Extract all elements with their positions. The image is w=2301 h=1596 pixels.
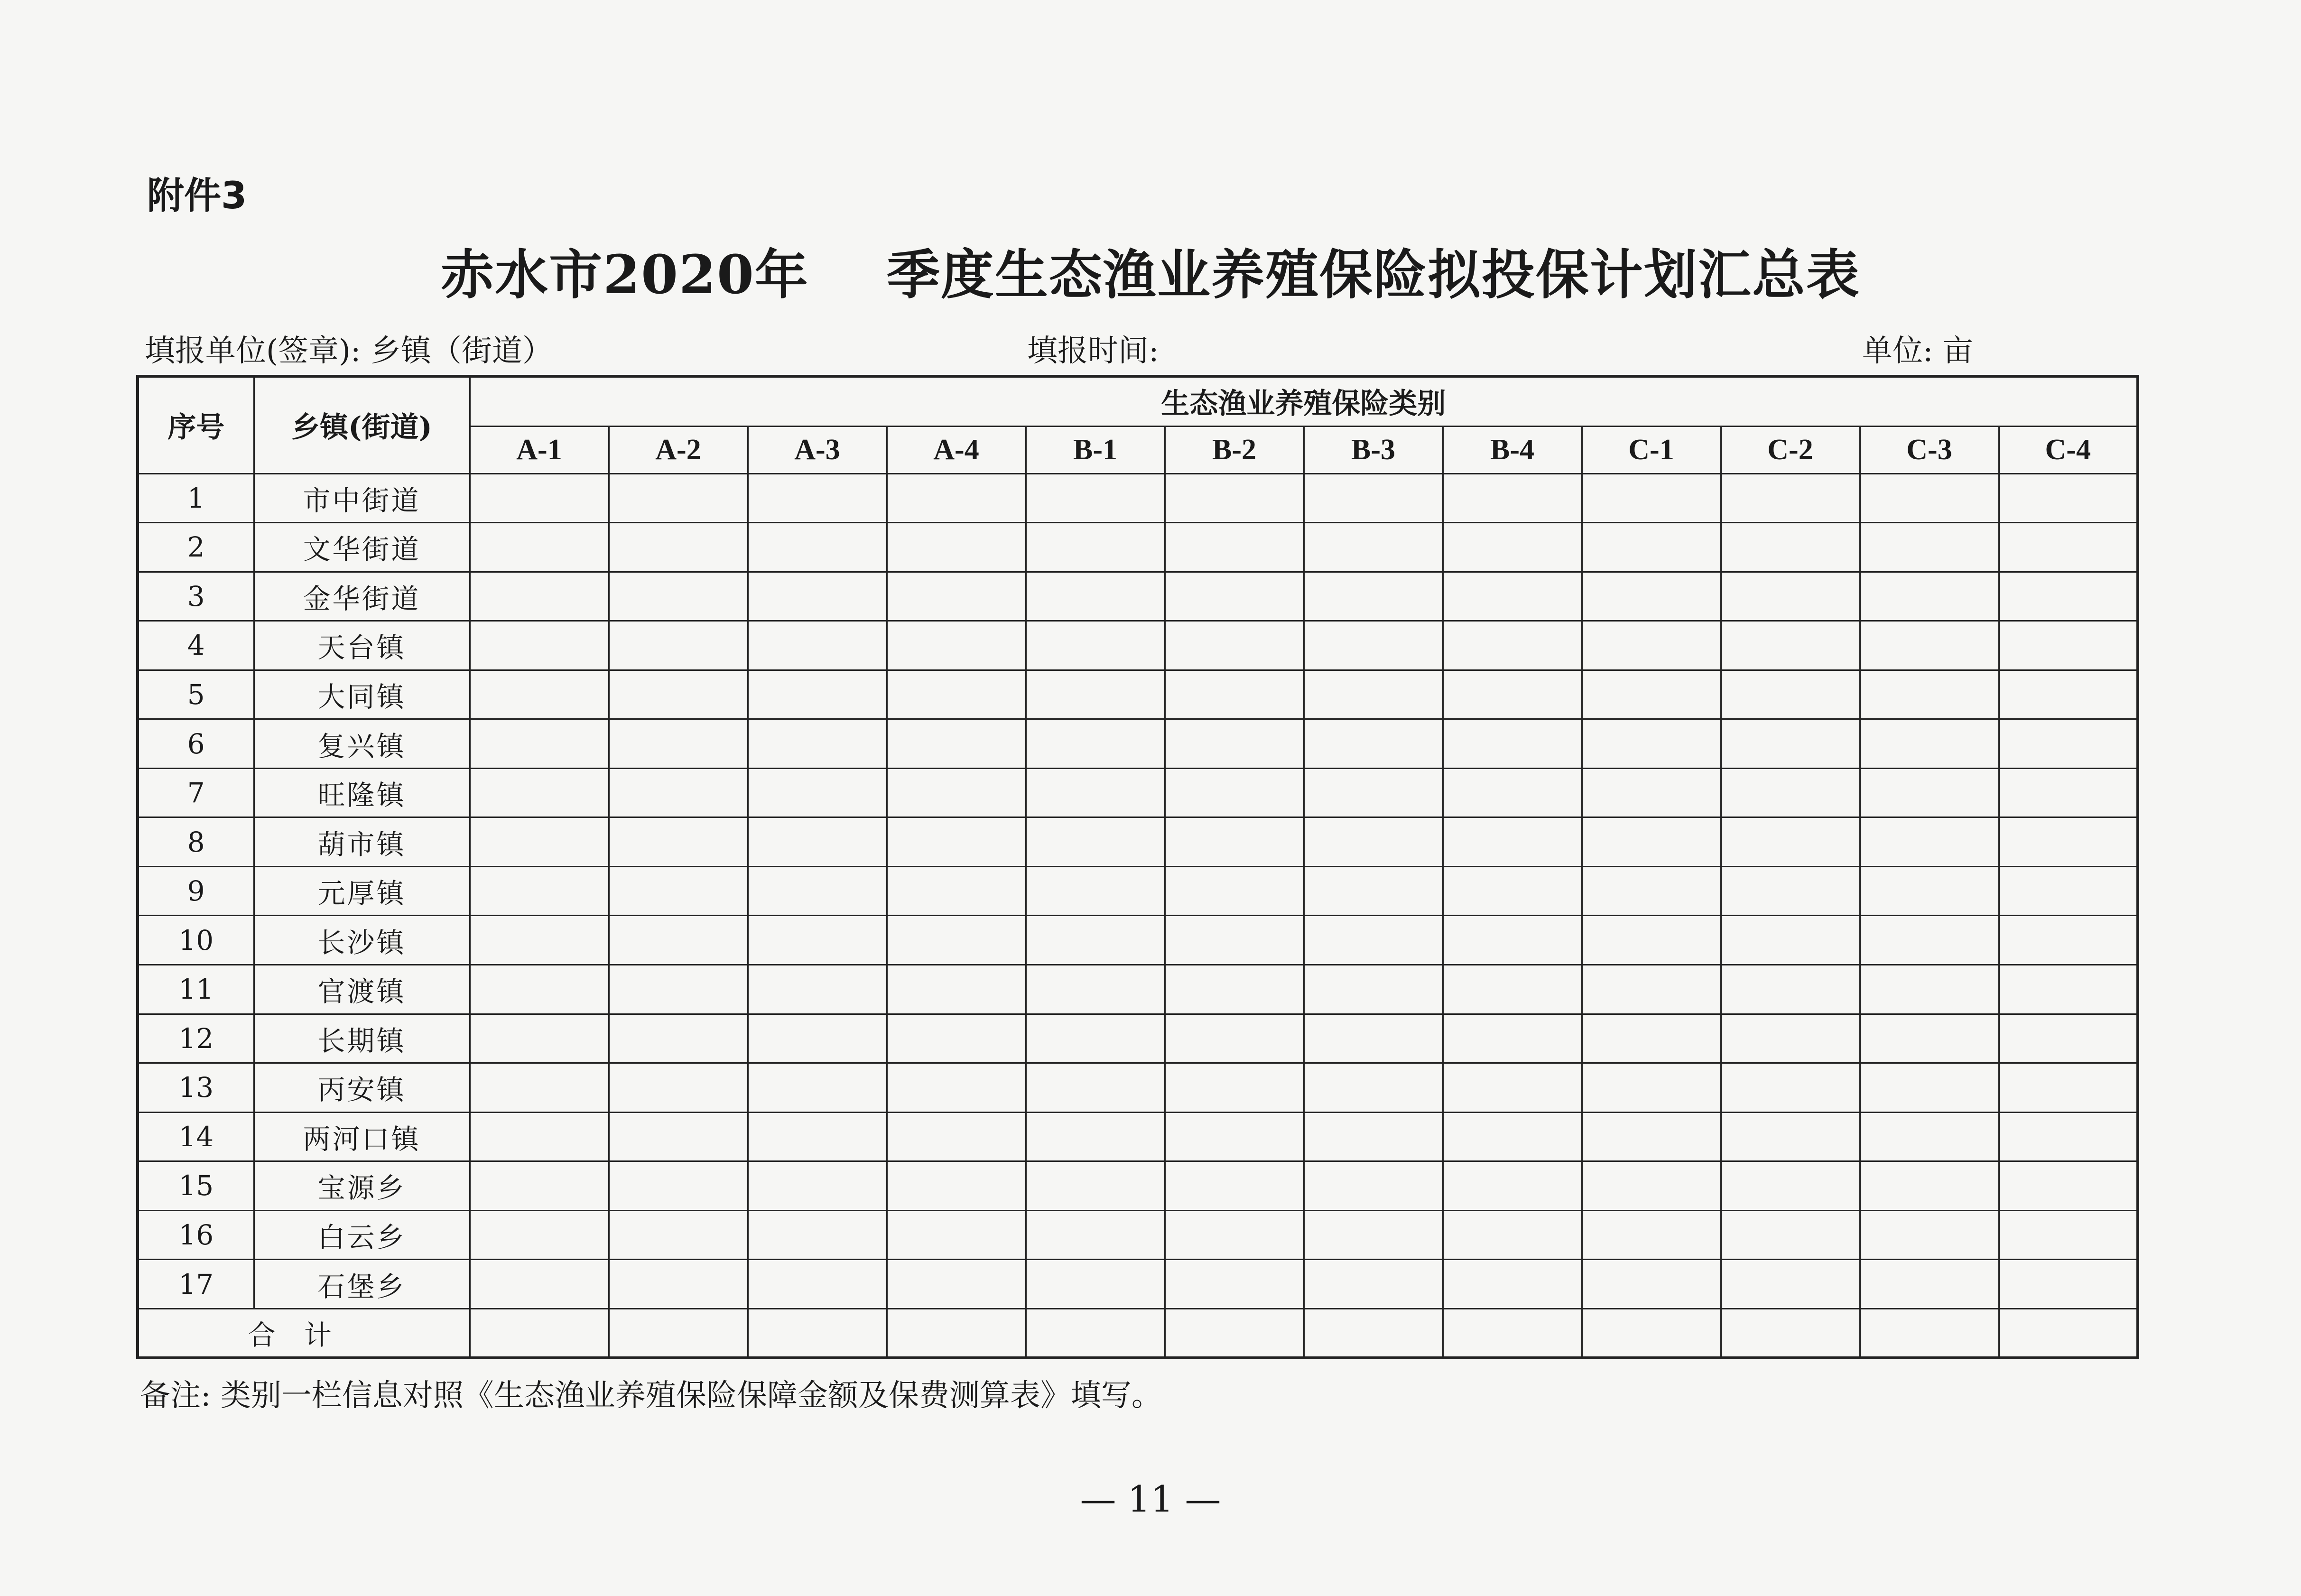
- entry-cell[interactable]: [1860, 473, 1999, 523]
- entry-cell[interactable]: [1999, 621, 2138, 670]
- row-seq: 9: [138, 866, 254, 916]
- entry-cell[interactable]: [609, 1063, 748, 1113]
- total-cell[interactable]: [748, 1308, 887, 1358]
- entry-cell[interactable]: [748, 916, 887, 965]
- entry-cell[interactable]: [1860, 866, 1999, 916]
- entry-cell[interactable]: [470, 1210, 609, 1260]
- entry-cell[interactable]: [748, 1210, 887, 1260]
- row-town: 两河口镇: [254, 1112, 470, 1161]
- table-row: [138, 719, 2138, 769]
- entry-cell[interactable]: [1304, 621, 1443, 670]
- entry-cell[interactable]: [1582, 916, 1721, 965]
- table-row: [138, 1112, 2138, 1161]
- entry-cell[interactable]: [1304, 866, 1443, 916]
- entry-cell[interactable]: [748, 768, 887, 817]
- row-town: 文华街道: [254, 523, 470, 572]
- entry-cell[interactable]: [1999, 1014, 2138, 1063]
- entry-cell[interactable]: [1443, 916, 1582, 965]
- row-seq: 4: [138, 621, 254, 670]
- entry-cell[interactable]: [470, 1260, 609, 1309]
- row-town: 葫市镇: [254, 817, 470, 867]
- entry-cell[interactable]: [1304, 1161, 1443, 1211]
- entry-cell[interactable]: [1582, 523, 1721, 572]
- total-cell[interactable]: [1721, 1308, 1860, 1358]
- entry-cell[interactable]: [1165, 916, 1304, 965]
- row-seq: 16: [138, 1210, 254, 1260]
- entry-cell[interactable]: [1026, 473, 1165, 523]
- entry-cell[interactable]: [748, 1112, 887, 1161]
- table-row: [138, 1161, 2138, 1211]
- entry-cell[interactable]: [1582, 1210, 1721, 1260]
- entry-cell[interactable]: [1026, 1063, 1165, 1113]
- entry-cell[interactable]: [1860, 1210, 1999, 1260]
- entry-cell[interactable]: [1999, 1260, 2138, 1309]
- row-seq: 11: [138, 965, 254, 1014]
- entry-cell[interactable]: [1165, 473, 1304, 523]
- entry-cell[interactable]: [470, 572, 609, 621]
- entry-cell[interactable]: [609, 916, 748, 965]
- entry-cell[interactable]: [1304, 1014, 1443, 1063]
- row-seq: 3: [138, 572, 254, 621]
- entry-cell[interactable]: [609, 768, 748, 817]
- entry-cell[interactable]: [1860, 916, 1999, 965]
- category-header: A-2: [609, 426, 748, 473]
- entry-cell[interactable]: [1999, 1210, 2138, 1260]
- entry-cell[interactable]: [470, 719, 609, 769]
- entry-cell[interactable]: [1860, 670, 1999, 719]
- entry-cell[interactable]: [470, 670, 609, 719]
- entry-cell[interactable]: [1721, 719, 1860, 769]
- entry-cell[interactable]: [1999, 670, 2138, 719]
- category-header: C-2: [1721, 426, 1860, 473]
- entry-cell[interactable]: [1582, 1063, 1721, 1113]
- entry-cell[interactable]: [1721, 621, 1860, 670]
- entry-cell[interactable]: [470, 621, 609, 670]
- total-cell[interactable]: [887, 1308, 1026, 1358]
- entry-cell[interactable]: [1026, 621, 1165, 670]
- entry-cell[interactable]: [1304, 719, 1443, 769]
- footnote: 备注: 类别一栏信息对照《生态渔业养殖保险保障金额及保费测算表》填写。: [140, 1378, 1162, 1413]
- entry-cell[interactable]: [1165, 866, 1304, 916]
- entry-cell[interactable]: [748, 1063, 887, 1113]
- document-title: 赤水市2020年 季度生态渔业养殖保险拟投保计划汇总表: [441, 244, 1860, 306]
- entry-cell[interactable]: [1860, 817, 1999, 867]
- entry-cell[interactable]: [887, 719, 1026, 769]
- entry-cell[interactable]: [1860, 1112, 1999, 1161]
- entry-cell[interactable]: [887, 916, 1026, 965]
- entry-cell[interactable]: [609, 1112, 748, 1161]
- row-town: 长期镇: [254, 1014, 470, 1063]
- entry-cell[interactable]: [470, 965, 609, 1014]
- entry-cell[interactable]: [1443, 1014, 1582, 1063]
- row-seq: 17: [138, 1260, 254, 1309]
- entry-cell[interactable]: [1165, 1014, 1304, 1063]
- entry-cell[interactable]: [609, 670, 748, 719]
- entry-cell[interactable]: [1582, 621, 1721, 670]
- entry-cell[interactable]: [1721, 670, 1860, 719]
- entry-cell[interactable]: [1026, 916, 1165, 965]
- entry-cell[interactable]: [1304, 1112, 1443, 1161]
- entry-cell[interactable]: [470, 1014, 609, 1063]
- entry-cell[interactable]: [1026, 1260, 1165, 1309]
- insurance-plan-summary-table: [136, 375, 2139, 1359]
- row-town: 官渡镇: [254, 965, 470, 1014]
- entry-cell[interactable]: [1443, 621, 1582, 670]
- entry-cell[interactable]: [1860, 523, 1999, 572]
- entry-cell[interactable]: [1721, 473, 1860, 523]
- entry-cell[interactable]: [1026, 670, 1165, 719]
- table-row: [138, 670, 2138, 719]
- entry-cell[interactable]: [1999, 866, 2138, 916]
- entry-cell[interactable]: [1582, 572, 1721, 621]
- entry-cell[interactable]: [1443, 866, 1582, 916]
- entry-cell[interactable]: [470, 1112, 609, 1161]
- entry-cell[interactable]: [1443, 523, 1582, 572]
- entry-cell[interactable]: [1165, 719, 1304, 769]
- entry-cell[interactable]: [748, 817, 887, 867]
- entry-cell[interactable]: [1582, 768, 1721, 817]
- table-row: [138, 1014, 2138, 1063]
- row-town: 天台镇: [254, 621, 470, 670]
- table-row: [138, 473, 2138, 523]
- entry-cell[interactable]: [1860, 719, 1999, 769]
- entry-cell[interactable]: [1026, 866, 1165, 916]
- entry-cell[interactable]: [470, 916, 609, 965]
- entry-cell[interactable]: [887, 965, 1026, 1014]
- entry-cell[interactable]: [887, 1014, 1026, 1063]
- entry-cell[interactable]: [748, 866, 887, 916]
- entry-cell[interactable]: [887, 523, 1026, 572]
- entry-cell[interactable]: [470, 866, 609, 916]
- table-row: [138, 1210, 2138, 1260]
- table-row: [138, 817, 2138, 867]
- entry-cell[interactable]: [1165, 1260, 1304, 1309]
- entry-cell[interactable]: [1304, 768, 1443, 817]
- category-header: C-1: [1582, 426, 1721, 473]
- entry-cell[interactable]: [887, 1260, 1026, 1309]
- entry-cell[interactable]: [1999, 1112, 2138, 1161]
- entry-cell[interactable]: [609, 719, 748, 769]
- entry-cell[interactable]: [748, 473, 887, 523]
- row-town: 旺隆镇: [254, 768, 470, 817]
- entry-cell[interactable]: [609, 965, 748, 1014]
- table-row: [138, 1063, 2138, 1113]
- category-header: C-4: [1999, 426, 2138, 473]
- entry-cell[interactable]: [1582, 473, 1721, 523]
- total-label: 合计: [138, 1308, 470, 1358]
- entry-cell[interactable]: [1304, 473, 1443, 523]
- row-town: 复兴镇: [254, 719, 470, 769]
- total-cell[interactable]: [1304, 1308, 1443, 1358]
- entry-cell[interactable]: [1443, 1260, 1582, 1309]
- entry-cell[interactable]: [1999, 1161, 2138, 1211]
- entry-cell[interactable]: [748, 523, 887, 572]
- row-seq: 5: [138, 670, 254, 719]
- entry-cell[interactable]: [1443, 572, 1582, 621]
- entry-cell[interactable]: [1165, 965, 1304, 1014]
- row-seq: 1: [138, 473, 254, 523]
- header-category-group: 生态渔业养殖保险类别: [470, 376, 2138, 426]
- table-row: [138, 916, 2138, 965]
- measurement-unit-label: 单位: 亩: [1862, 334, 1973, 369]
- header-town: 乡镇(街道): [254, 376, 470, 473]
- row-town: 宝源乡: [254, 1161, 470, 1211]
- entry-cell[interactable]: [1165, 1112, 1304, 1161]
- entry-cell[interactable]: [1165, 768, 1304, 817]
- entry-cell[interactable]: [1721, 1161, 1860, 1211]
- entry-cell[interactable]: [887, 621, 1026, 670]
- entry-cell[interactable]: [887, 817, 1026, 867]
- entry-cell[interactable]: [748, 965, 887, 1014]
- entry-cell[interactable]: [1860, 1260, 1999, 1309]
- entry-cell[interactable]: [1443, 719, 1582, 769]
- entry-cell[interactable]: [1443, 473, 1582, 523]
- entry-cell[interactable]: [1999, 1063, 2138, 1113]
- entry-cell[interactable]: [887, 1210, 1026, 1260]
- entry-cell[interactable]: [748, 670, 887, 719]
- category-header: B-4: [1443, 426, 1582, 473]
- entry-cell[interactable]: [1165, 1063, 1304, 1113]
- entry-cell[interactable]: [1582, 719, 1721, 769]
- total-cell[interactable]: [1582, 1308, 1721, 1358]
- entry-cell[interactable]: [1721, 866, 1860, 916]
- entry-cell[interactable]: [1443, 1210, 1582, 1260]
- entry-cell[interactable]: [1999, 916, 2138, 965]
- category-header: C-3: [1860, 426, 1999, 473]
- row-town: 石堡乡: [254, 1260, 470, 1309]
- row-town: 元厚镇: [254, 866, 470, 916]
- entry-cell[interactable]: [609, 572, 748, 621]
- entry-cell[interactable]: [1165, 670, 1304, 719]
- entry-cell[interactable]: [609, 1161, 748, 1211]
- entry-cell[interactable]: [609, 1014, 748, 1063]
- row-seq: 2: [138, 523, 254, 572]
- row-seq: 7: [138, 768, 254, 817]
- entry-cell[interactable]: [1304, 965, 1443, 1014]
- entry-cell[interactable]: [1026, 768, 1165, 817]
- row-seq: 10: [138, 916, 254, 965]
- attachment-label: 附件3: [147, 175, 247, 217]
- entry-cell[interactable]: [887, 473, 1026, 523]
- entry-cell[interactable]: [1582, 1260, 1721, 1309]
- entry-cell[interactable]: [1165, 1161, 1304, 1211]
- total-cell[interactable]: [609, 1308, 748, 1358]
- entry-cell[interactable]: [1165, 621, 1304, 670]
- entry-cell[interactable]: [470, 768, 609, 817]
- total-cell[interactable]: [1860, 1308, 1999, 1358]
- entry-cell[interactable]: [1443, 1063, 1582, 1113]
- table-row: [138, 965, 2138, 1014]
- row-town: 白云乡: [254, 1210, 470, 1260]
- entry-cell[interactable]: [1999, 965, 2138, 1014]
- total-cell[interactable]: [1026, 1308, 1165, 1358]
- filing-unit-label: 填报单位(签章): 乡镇（街道）: [145, 334, 553, 369]
- entry-cell[interactable]: [1721, 1210, 1860, 1260]
- table-row: [138, 523, 2138, 572]
- entry-cell[interactable]: [1582, 1014, 1721, 1063]
- entry-cell[interactable]: [1026, 572, 1165, 621]
- entry-cell[interactable]: [1721, 1112, 1860, 1161]
- entry-cell[interactable]: [1026, 1014, 1165, 1063]
- entry-cell[interactable]: [609, 866, 748, 916]
- entry-cell[interactable]: [1165, 572, 1304, 621]
- page-number: — 11 —: [1080, 1478, 1221, 1520]
- entry-cell[interactable]: [609, 523, 748, 572]
- table-body: [138, 473, 2138, 1358]
- row-town: 金华街道: [254, 572, 470, 621]
- entry-cell[interactable]: [1999, 473, 2138, 523]
- header-seq: 序号: [138, 376, 254, 473]
- entry-cell[interactable]: [609, 473, 748, 523]
- entry-cell[interactable]: [1443, 817, 1582, 867]
- entry-cell[interactable]: [1443, 670, 1582, 719]
- entry-cell[interactable]: [1582, 1112, 1721, 1161]
- entry-cell[interactable]: [1026, 1112, 1165, 1161]
- entry-cell[interactable]: [1721, 965, 1860, 1014]
- entry-cell[interactable]: [1026, 523, 1165, 572]
- entry-cell[interactable]: [609, 621, 748, 670]
- entry-cell[interactable]: [887, 866, 1026, 916]
- table-row: [138, 768, 2138, 817]
- entry-cell[interactable]: [470, 473, 609, 523]
- row-town: 丙安镇: [254, 1063, 470, 1113]
- entry-cell[interactable]: [1304, 817, 1443, 867]
- entry-cell[interactable]: [1860, 1014, 1999, 1063]
- category-header: B-1: [1026, 426, 1165, 473]
- entry-cell[interactable]: [1860, 768, 1999, 817]
- entry-cell[interactable]: [1721, 1260, 1860, 1309]
- entry-cell[interactable]: [1304, 572, 1443, 621]
- entry-cell[interactable]: [1026, 1161, 1165, 1211]
- entry-cell[interactable]: [887, 572, 1026, 621]
- entry-cell[interactable]: [1721, 523, 1860, 572]
- entry-cell[interactable]: [470, 817, 609, 867]
- entry-cell[interactable]: [887, 768, 1026, 817]
- entry-cell[interactable]: [748, 1161, 887, 1211]
- entry-cell[interactable]: [1721, 817, 1860, 867]
- row-town: 市中街道: [254, 473, 470, 523]
- entry-cell[interactable]: [1304, 1063, 1443, 1113]
- table-row: [138, 866, 2138, 916]
- entry-cell[interactable]: [1026, 965, 1165, 1014]
- entry-cell[interactable]: [887, 1063, 1026, 1113]
- category-header: B-3: [1304, 426, 1443, 473]
- entry-cell[interactable]: [1304, 670, 1443, 719]
- entry-cell[interactable]: [1582, 1161, 1721, 1211]
- entry-cell[interactable]: [1304, 523, 1443, 572]
- entry-cell[interactable]: [1165, 1210, 1304, 1260]
- table-row: [138, 572, 2138, 621]
- entry-cell[interactable]: [1999, 817, 2138, 867]
- entry-cell[interactable]: [470, 1161, 609, 1211]
- entry-cell[interactable]: [748, 719, 887, 769]
- entry-cell[interactable]: [1860, 965, 1999, 1014]
- total-cell[interactable]: [470, 1308, 609, 1358]
- entry-cell[interactable]: [748, 1014, 887, 1063]
- entry-cell[interactable]: [1999, 572, 2138, 621]
- table-row: [138, 621, 2138, 670]
- entry-cell[interactable]: [1443, 1161, 1582, 1211]
- entry-cell[interactable]: [1721, 1063, 1860, 1113]
- entry-cell[interactable]: [1582, 866, 1721, 916]
- entry-cell[interactable]: [1999, 768, 2138, 817]
- total-row: [138, 1308, 2138, 1358]
- entry-cell[interactable]: [1860, 572, 1999, 621]
- filing-time-label: 填报时间:: [1027, 334, 1159, 369]
- entry-cell[interactable]: [1860, 621, 1999, 670]
- entry-cell[interactable]: [1026, 1210, 1165, 1260]
- entry-cell[interactable]: [1721, 1014, 1860, 1063]
- entry-cell[interactable]: [609, 817, 748, 867]
- entry-cell[interactable]: [470, 1063, 609, 1113]
- entry-cell[interactable]: [1999, 523, 2138, 572]
- row-seq: 15: [138, 1161, 254, 1211]
- entry-cell[interactable]: [1443, 768, 1582, 817]
- entry-cell[interactable]: [1165, 523, 1304, 572]
- entry-cell[interactable]: [887, 670, 1026, 719]
- entry-cell[interactable]: [1304, 1260, 1443, 1309]
- total-cell[interactable]: [1165, 1308, 1304, 1358]
- entry-cell[interactable]: [1721, 768, 1860, 817]
- category-header: A-4: [887, 426, 1026, 473]
- entry-cell[interactable]: [1860, 1063, 1999, 1113]
- entry-cell[interactable]: [1999, 719, 2138, 769]
- entry-cell[interactable]: [1860, 1161, 1999, 1211]
- entry-cell[interactable]: [748, 1260, 887, 1309]
- row-seq: 13: [138, 1063, 254, 1113]
- entry-cell[interactable]: [609, 1210, 748, 1260]
- entry-cell[interactable]: [1026, 817, 1165, 867]
- row-town: 长沙镇: [254, 916, 470, 965]
- category-header: A-3: [748, 426, 887, 473]
- entry-cell[interactable]: [1165, 817, 1304, 867]
- row-seq: 12: [138, 1014, 254, 1063]
- entry-cell[interactable]: [887, 1161, 1026, 1211]
- entry-cell[interactable]: [1582, 817, 1721, 867]
- entry-cell[interactable]: [1582, 670, 1721, 719]
- entry-cell[interactable]: [1721, 572, 1860, 621]
- row-seq: 14: [138, 1112, 254, 1161]
- total-cell[interactable]: [1443, 1308, 1582, 1358]
- entry-cell[interactable]: [1304, 1210, 1443, 1260]
- entry-cell[interactable]: [1304, 916, 1443, 965]
- row-seq: 6: [138, 719, 254, 769]
- entry-cell[interactable]: [887, 1112, 1026, 1161]
- entry-cell[interactable]: [748, 572, 887, 621]
- entry-cell[interactable]: [1721, 916, 1860, 965]
- total-cell[interactable]: [1999, 1308, 2138, 1358]
- entry-cell[interactable]: [1026, 719, 1165, 769]
- category-header: B-2: [1165, 426, 1304, 473]
- entry-cell[interactable]: [1582, 965, 1721, 1014]
- row-seq: 8: [138, 817, 254, 867]
- entry-cell[interactable]: [748, 621, 887, 670]
- entry-cell[interactable]: [609, 1260, 748, 1309]
- entry-cell[interactable]: [1443, 965, 1582, 1014]
- row-town: 大同镇: [254, 670, 470, 719]
- entry-cell[interactable]: [1443, 1112, 1582, 1161]
- category-header: A-1: [470, 426, 609, 473]
- entry-cell[interactable]: [470, 523, 609, 572]
- table-row: [138, 1260, 2138, 1309]
